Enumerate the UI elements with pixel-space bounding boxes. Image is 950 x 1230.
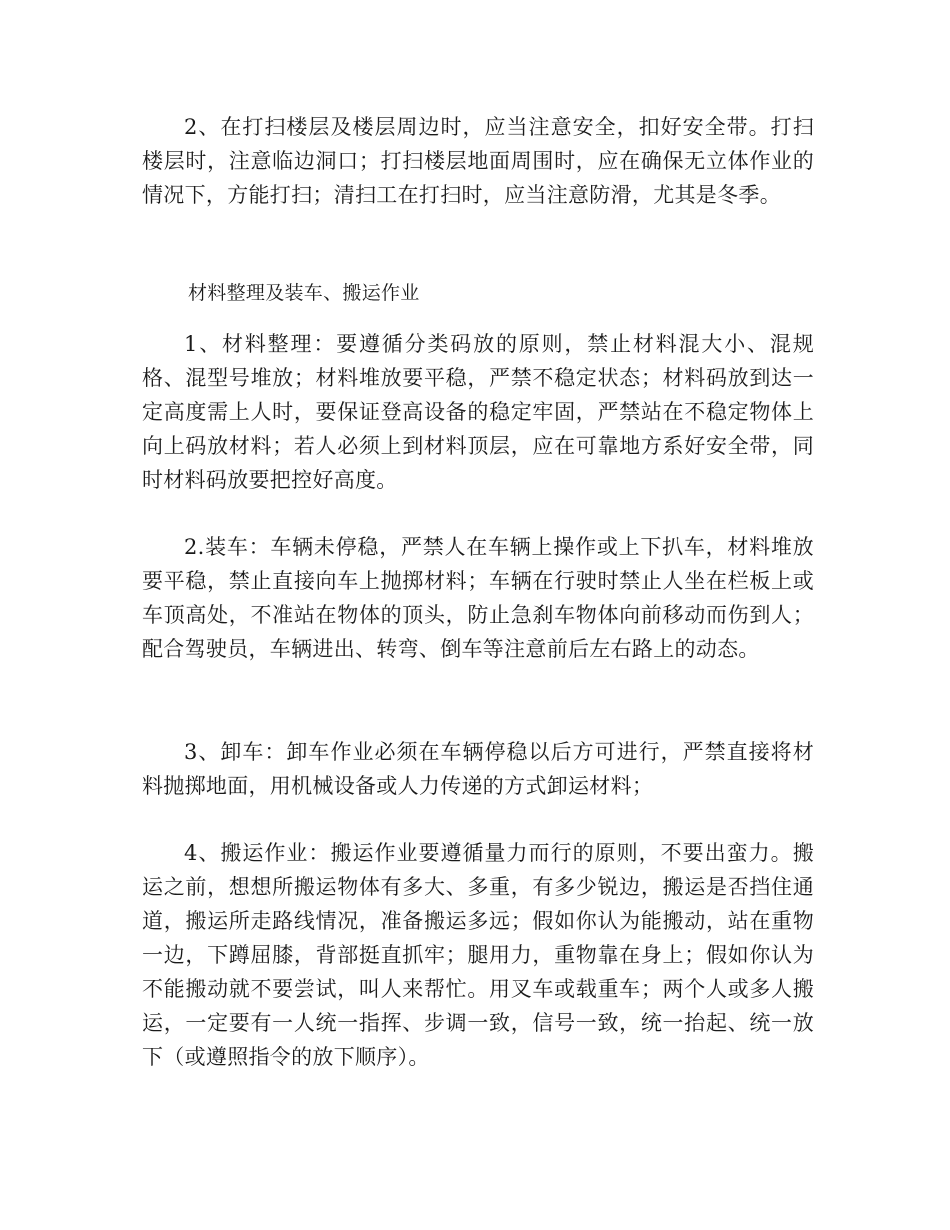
paragraph-carrying: 4、搬运作业：搬运作业要遵循量力而行的原则，不要出蛮力。搬运之前，想想所搬运物体有多大、多重，有多少锐边，搬运是否挡住通道，搬运所走路线情况，准备搬运多远；假如你认为能搬动，站在重物一边，下蹲屈膝，背部挺直抓牢；腿用力，重物靠在身上；假如你认为不能搬动就不要尝试，叫人来帮忙。用叉车或载重车；两个人或多人搬运，一定要有一人统一指挥、步调一致，信号一致，统一抬起、统一放下（或遵照指令的放下顺序）。 xyxy=(142,841,814,1069)
paragraph-material-sorting: 1、材料整理：要遵循分类码放的原则，禁止材料混大小、混规格、混型号堆放；材料堆放要平稳，严禁不稳定状态；材料码放到达一定高度需上人时，要保证登高设备的稳定牢固，严禁站在不稳定物体上向上码放材料；若人必须上到材料顶层，应在可靠地方系好安全带，同时材料码放要把控好高度。 xyxy=(142,332,814,492)
paragraph-unloading: 3、卸车：卸车作业必须在车辆停稳以后方可进行，严禁直接将材料抛掷地面，用机械设备或人力传递的方式卸运材料； xyxy=(142,740,814,798)
paragraph-cleaning-safety: 2、在打扫楼层及楼层周边时，应当注意安全，扣好安全带。打扫楼层时，注意临边洞口；打扫楼层地面周围时，应在确保无立体作业的情况下，方能打扫；清扫工在打扫时，应当注意防滑，尤其是冬季。 xyxy=(142,115,814,207)
paragraph-loading: 2.装车：车辆未停稳，严禁人在车辆上操作或上下扒车，材料堆放要平稳，禁止直接向车上抛掷材料；车辆在行驶时禁止人坐在栏板上或车顶高处，不准站在物体的顶头，防止急刹车物体向前移动而伤到人；配合驾驶员，车辆进出、转弯、倒车等注意前后左右路上的动态。 xyxy=(142,535,814,661)
section-heading-material-handling: 材料整理及装车、搬运作业 xyxy=(188,282,420,304)
